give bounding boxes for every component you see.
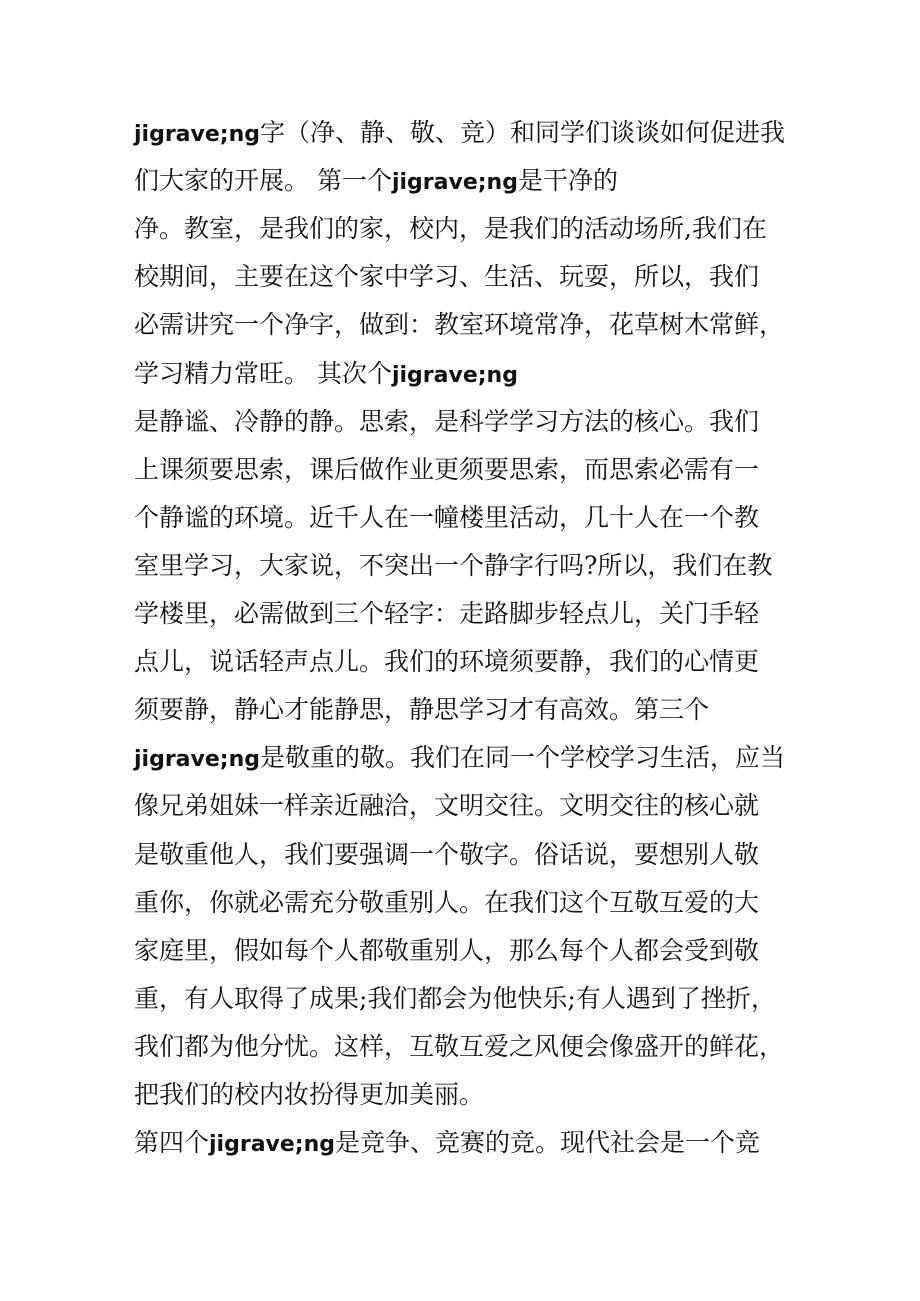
text-line — [134, 448, 759, 492]
text-segment: 校期间，主要在这个家中学习、生活、玩耍，所以，我们 — [134, 262, 760, 292]
text-line — [134, 496, 759, 540]
bold-term: jigrave;ng — [209, 1132, 336, 1158]
text-line — [134, 784, 759, 828]
text-segment: 我们都为他分忧。这样，互敬互爱之风便会像盛开的鲜花， — [134, 1031, 785, 1061]
bold-term: jigrave;ng — [134, 122, 260, 147]
text-segment: 是敬重他人，我们要强调一个敬字。俗话说，要想别人敬 — [134, 839, 760, 869]
text-segment: 家庭里，假如每个人都敬重别人，那么每个人都会受到敬 — [134, 935, 760, 965]
text-line — [134, 833, 759, 877]
text-segment: 重，有人取得了成果;我们都会为他快乐;有人遇到了挫折， — [134, 983, 776, 1013]
text-segment: 上课须要思索，课后做作业更须要思索，而思索必需有一 — [134, 454, 760, 484]
text-line — [134, 400, 759, 444]
text-segment: 是敬重的敬。我们在同一个学校学习生活，应当 — [260, 743, 786, 773]
text-segment: 们大家的开展。 第一个 — [134, 166, 392, 196]
text-line — [134, 1073, 484, 1117]
bold-term: jigrave;ng — [391, 362, 518, 388]
text-segment: 净。教室，是我们的家，校内，是我们的活动场所,我们在 — [134, 214, 767, 244]
text-line — [134, 303, 784, 347]
text-segment: 字（净、静、敬、竞）和同学们谈谈如何促进我 — [260, 118, 786, 147]
text-line — [134, 207, 767, 251]
text-line — [134, 977, 776, 1021]
text-line — [134, 688, 709, 732]
text-line — [134, 159, 618, 203]
text-segment: 室里学习，大家说，不突出一个静字行吗?所以，我们在教 — [134, 550, 773, 580]
text-segment: 重你，你就必需充分敬重别人。在我们这个互敬互爱的大 — [134, 887, 760, 917]
text-line — [134, 1025, 784, 1069]
text-segment: 像兄弟姐妹一样亲近融洽，文明交往。文明交往的核心就 — [134, 791, 760, 821]
text-segment: 是干净的 — [517, 166, 618, 196]
text-segment: 第四个 — [134, 1128, 210, 1158]
text-line — [134, 1121, 760, 1165]
text-segment: 把我们的校内妆扮得更加美丽。 — [134, 1080, 485, 1109]
text-segment: 学楼里，必需做到三个轻字：走路脚步轻点儿，关门手轻 — [134, 599, 760, 628]
text-line — [134, 255, 759, 299]
text-segment: 必需讲究一个净字，做到：教室环境常净，花草树木常鲜， — [134, 310, 785, 340]
text-line — [134, 929, 759, 973]
text-segment: 是静谧、冷静的静。思索，是科学学习方法的核心。我们 — [134, 406, 760, 436]
bold-term: jigrave;ng — [134, 747, 260, 773]
text-line — [134, 352, 518, 396]
text-line — [134, 592, 759, 636]
text-line — [134, 544, 772, 588]
text-segment: 是竞争、竞赛的竞。现代社会是一个竞 — [335, 1128, 761, 1158]
text-line — [134, 736, 785, 780]
text-line — [134, 881, 759, 925]
bold-term: jigrave;ng — [391, 170, 518, 196]
text-segment: 个静谧的环境。近千人在一幢楼里活动，几十人在一个教 — [134, 502, 760, 532]
text-segment: 学习精力常旺。 其次个 — [134, 358, 392, 388]
text-segment: 须要静，静心才能静思，静思学习才有高效。第三个 — [134, 695, 710, 725]
text-segment: 点儿，说话轻声点儿。我们的环境须要静，我们的心情更 — [134, 647, 760, 677]
text-line — [134, 111, 785, 155]
text-line — [134, 640, 759, 684]
